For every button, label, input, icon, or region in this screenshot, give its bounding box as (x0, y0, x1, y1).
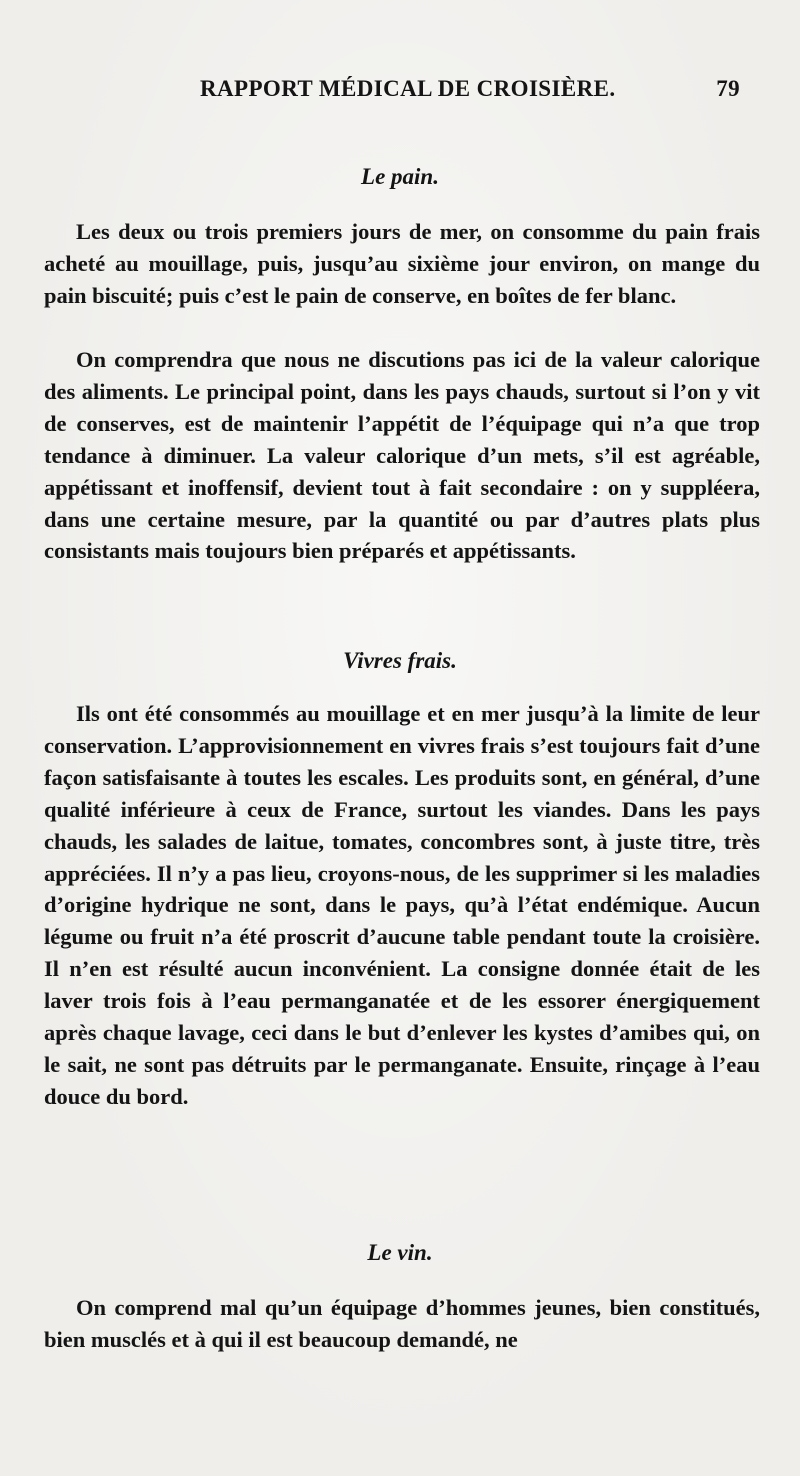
running-title: RAPPORT MÉDICAL DE CROISIÈRE. (200, 76, 616, 101)
paragraph-vivres-frais: Ils ont été consommés au mouillage et en mer jusqu’à la limite de leur conservation. L’approvisionnement en vivres frais s’est toujours fait d’une façon satisfaisante à toutes les escales. Les produits sont, en général, d’une qualité inférieure à ceux de France, surtout les viandes. Dans les pays chauds, les salades de laitue, tomates, concombres sont, à juste titre, très appréciées. Il n’y a pas lieu, croyons-nous, de les supprimer si les maladies d’origine hydrique ne sont, dans le pays, qu’à l’état endémique. Aucun légume ou fruit n’a été proscrit d’aucune table pendant toute la croisière. Il n’en est résulté aucun inconvénient. La consigne donnée était de les laver trois fois à l’eau permanganatée et de les essorer énergiquement après chaque lavage, ceci dans le but d’enlever les kystes d’amibes qui, on le sait, ne sont pas détruits par le permanganate. Ensuite, rinçage à l’eau douce du bord. (44, 701, 760, 1109)
running-header (200, 76, 740, 106)
paragraph-vin: On comprend mal qu’un équipage d’hommes jeunes, bien constitués, bien musclés et à qui il est beaucoup demandé, ne (44, 1295, 760, 1352)
paragraph-pain-2: On comprendra que nous ne discutions pas ici de la valeur calorique des aliments. Le principal point, dans les pays chauds, surtout si l’on y vit de conserves, est de maintenir l’appétit de l’équipage qui n’a que trop tendance à diminuer. La valeur calorique d’un mets, s’il est agréable, appétissant et inoffensif, devient tout à fait secondaire : on y suppléera, dans une certaine mesure, par la quantité ou par d’autres plats plus consistants mais toujours bien préparés et appétissants. (44, 347, 760, 564)
section-heading-pain: Le pain. (361, 164, 439, 189)
section-heading-vin: Le vin. (367, 1240, 433, 1265)
paragraph-pain-1: Les deux ou trois premiers jours de mer, on consomme du pain frais acheté au mouillage, puis, jusqu’au sixième jour environ, on mange du pain biscuité; puis c’est le pain de conserve, en boîtes de fer blanc. (44, 219, 760, 308)
page-number: 79 (716, 76, 740, 101)
section-heading-vivres-frais: Vivres frais. (343, 648, 457, 673)
